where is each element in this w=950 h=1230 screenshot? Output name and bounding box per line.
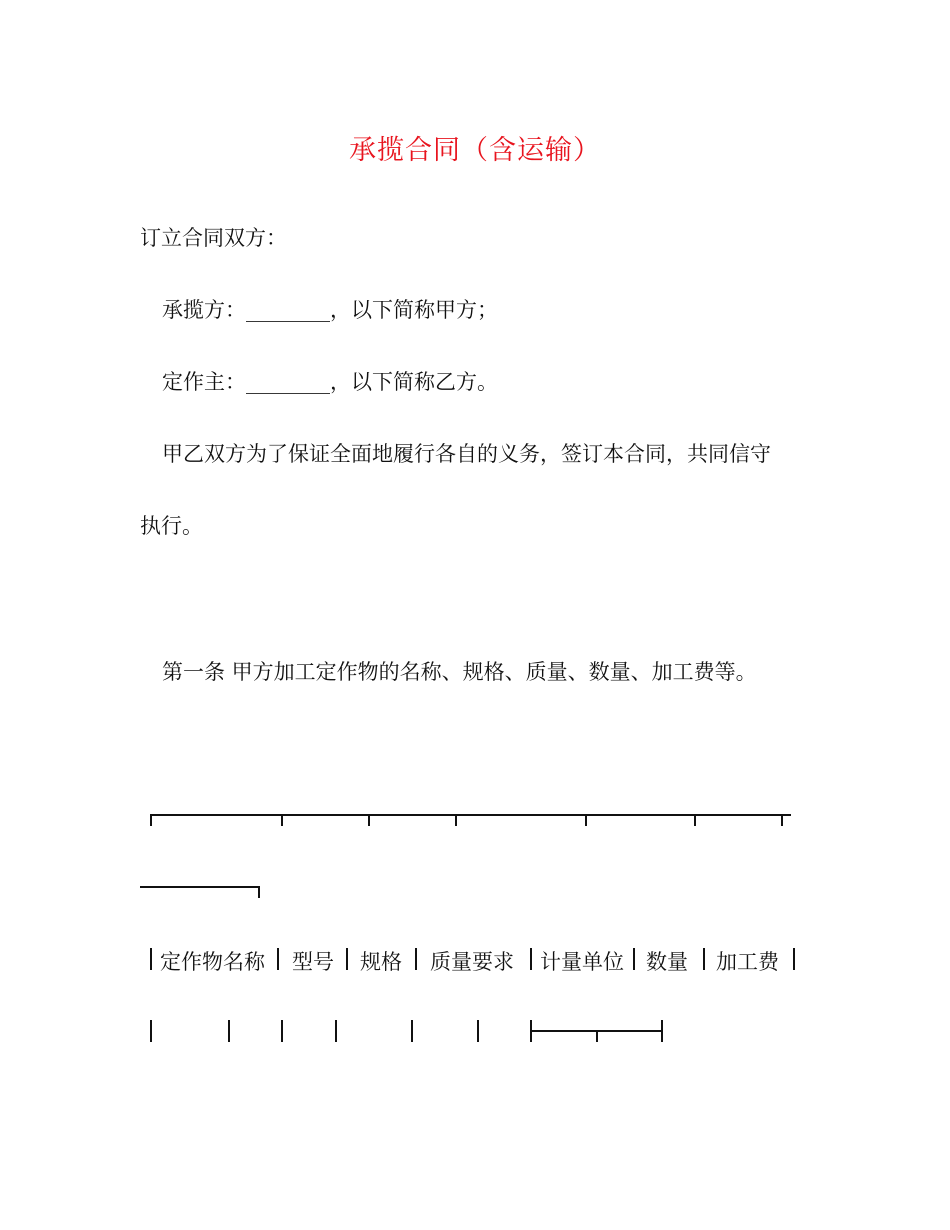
preamble-line-1: 甲乙双方为了保证全面地履行各自的义务，签订本合同，共同信守	[162, 442, 771, 466]
header-cell-name: 定作物名称	[160, 950, 265, 974]
preamble-line-2: 执行。	[140, 514, 203, 538]
document-title: 承揽合同（含运输）	[349, 135, 601, 166]
header-cell-quality: 质量要求	[430, 950, 514, 974]
parties-heading: 订立合同双方：	[140, 226, 287, 250]
header-cell-spec: 规格	[360, 950, 402, 974]
header-cell-fee: 加工费	[716, 950, 779, 974]
orderer-line: 定作主：________，以下简称乙方。	[162, 370, 498, 394]
header-cell-unit: 计量单位	[540, 950, 624, 974]
header-cell-model: 型号	[292, 950, 334, 974]
header-cell-quantity: 数量	[646, 950, 688, 974]
contractor-line: 承揽方：________，以下简称甲方；	[162, 298, 498, 322]
article-1-heading: 第一条 甲方加工定作物的名称、规格、质量、数量、加工费等。	[162, 660, 757, 684]
